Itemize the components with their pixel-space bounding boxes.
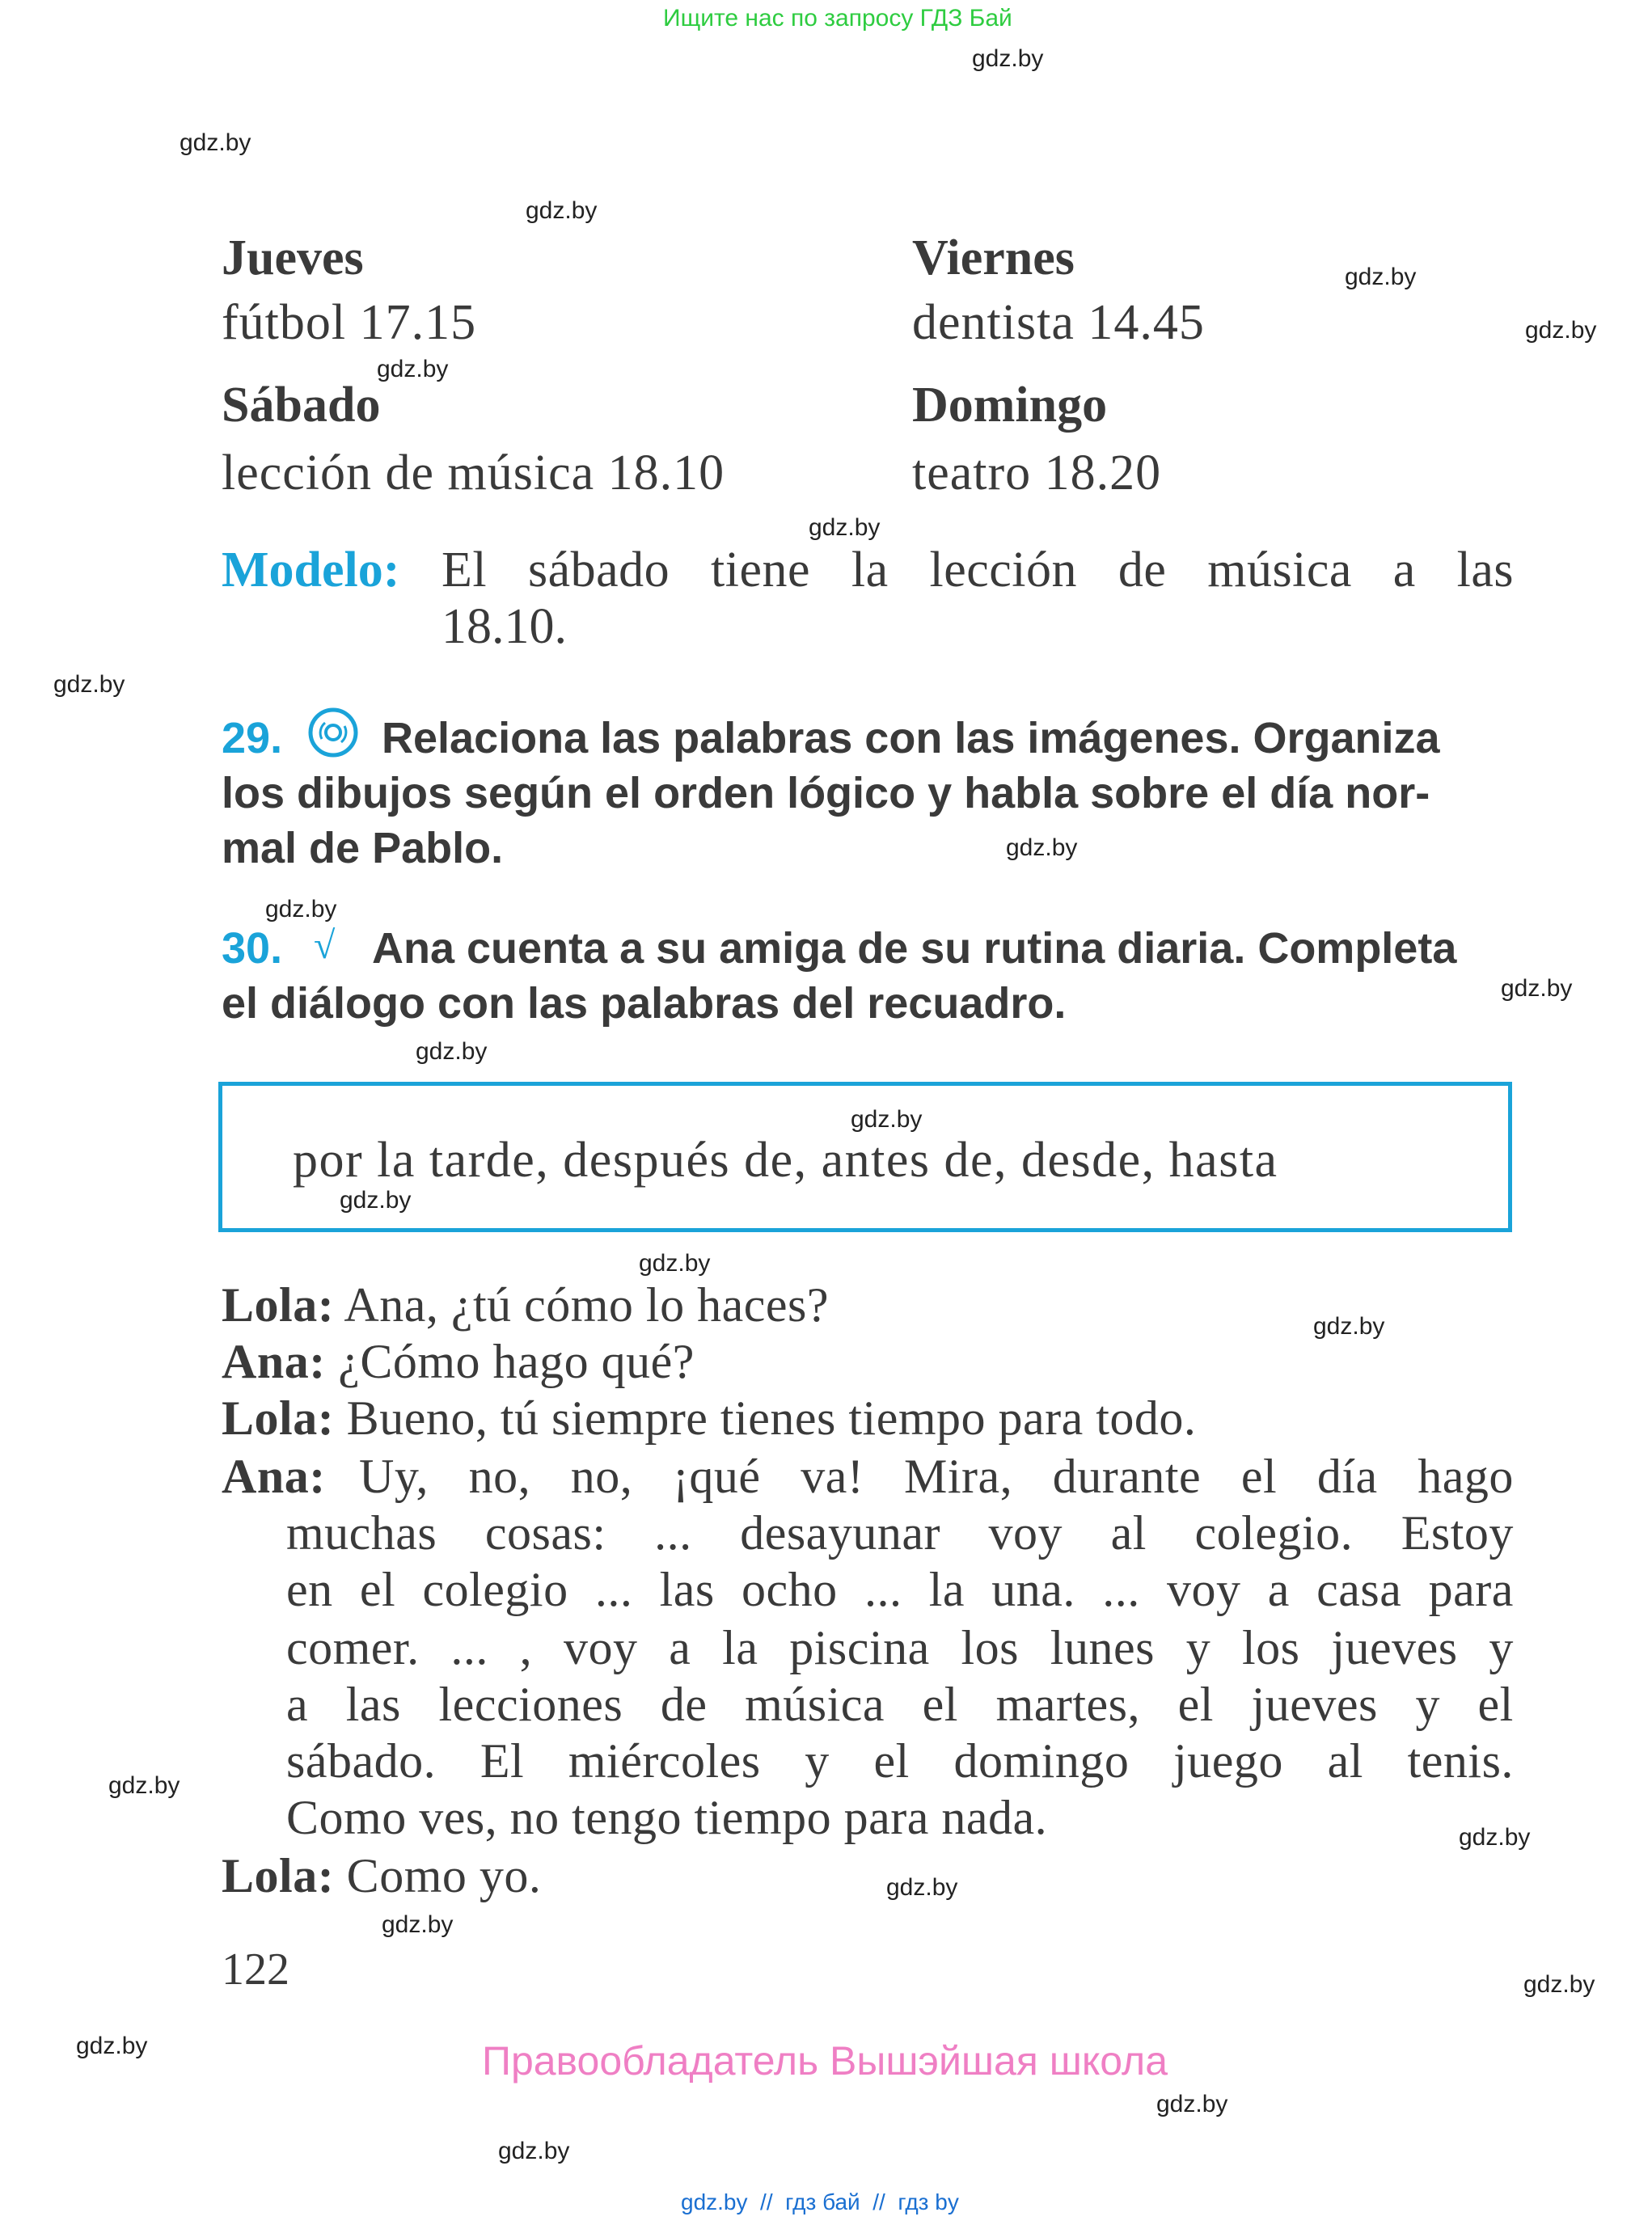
cd-disc-icon (307, 707, 359, 762)
task-text: Relaciona las palabras con las imágenes. Organiza (382, 714, 1440, 762)
task-text: el diálogo con las palabras del recuadro. (222, 979, 1067, 1028)
word: durante (1052, 1450, 1202, 1503)
word: muchas (286, 1506, 437, 1560)
watermark: gdz.by (1459, 1824, 1531, 1851)
word: lección (929, 543, 1077, 597)
schedule-event: teatro 18.20 (912, 445, 1162, 500)
word: voy (1166, 1563, 1241, 1616)
word: piscina (789, 1621, 930, 1674)
word: no, (570, 1450, 633, 1503)
word: una. (991, 1563, 1075, 1616)
word: las (659, 1563, 715, 1616)
watermark: gdz.by (1523, 1971, 1595, 1998)
dialogue-line: Como ves, no tengo tiempo para nada. (286, 1791, 1048, 1844)
word: de (660, 1678, 708, 1731)
word: y (1489, 1621, 1514, 1674)
word: de (1118, 543, 1167, 597)
speaker: Ana: (222, 1450, 326, 1503)
watermark: gdz.by (1345, 264, 1417, 290)
word: no, (468, 1450, 531, 1503)
word: y (1185, 1621, 1211, 1674)
word: jueves (1251, 1678, 1378, 1731)
word: ... (864, 1563, 902, 1616)
watermark: gdz.by (1006, 834, 1078, 861)
word: tiene (711, 543, 810, 597)
dialogue-line (222, 1391, 1196, 1446)
utterance: Bueno, tú siempre tienes tiempo para todo. (334, 1391, 1197, 1445)
utterance: Como yo. (334, 1849, 542, 1902)
watermark: gdz.by (382, 1911, 454, 1938)
watermark: gdz.by (340, 1187, 412, 1214)
word: Mira, (903, 1450, 1013, 1503)
word: lunes (1050, 1621, 1155, 1674)
dialogue-line (286, 1562, 1514, 1618)
watermark: gdz.by (416, 1038, 488, 1065)
word: las (345, 1678, 401, 1731)
watermark: gdz.by (851, 1106, 923, 1133)
dialogue-line (222, 1277, 829, 1333)
task-text: los dibujos según el orden lógico y habla sobre el día nor- (222, 769, 1430, 817)
word: a (1267, 1563, 1290, 1616)
checkmark-icon: √ (314, 924, 336, 967)
word: en (286, 1563, 333, 1616)
dialogue-line (222, 1848, 541, 1904)
word: desayunar (740, 1506, 940, 1560)
word: las (1456, 543, 1514, 597)
copyright-notice: Правообладатель Вышэйшая школа (482, 2038, 1168, 2084)
word: ... (594, 1563, 633, 1616)
watermark: gdz.by (498, 2138, 570, 2164)
word: ¡qué (672, 1450, 761, 1503)
watermark: gdz.by (526, 197, 598, 224)
dialogue-line (359, 1449, 1514, 1505)
word: , (519, 1621, 533, 1674)
schedule-day: Sábado (222, 378, 381, 433)
word: los (961, 1621, 1020, 1674)
speaker: Ana: (222, 1335, 326, 1388)
word: ... (450, 1621, 488, 1674)
watermark: gdz.by (1501, 975, 1573, 1002)
schedule-event: lección de música 18.10 (222, 445, 725, 500)
word: juego (1173, 1734, 1283, 1788)
word: ... (654, 1506, 692, 1560)
word: cosas: (484, 1506, 606, 1560)
schedule-day: Viernes (912, 230, 1075, 285)
top-banner: Ищите нас по запросу ГДЗ Бай (663, 5, 1012, 32)
word: colegio (422, 1563, 568, 1616)
watermark: gdz.by (809, 514, 881, 541)
word: casa (1316, 1563, 1402, 1616)
word: para (1428, 1563, 1514, 1616)
word: el (873, 1734, 910, 1788)
watermark: gdz.by (639, 1250, 711, 1277)
dialogue-line (286, 1677, 1514, 1733)
modelo-label: Modelo: (222, 543, 400, 597)
word: hago (1418, 1450, 1514, 1503)
word: sábado. (286, 1734, 437, 1788)
word: El (442, 543, 488, 597)
word: miércoles (568, 1734, 761, 1788)
watermark: gdz.by (53, 671, 125, 698)
schedule-event: dentista 14.45 (912, 295, 1205, 350)
word: comer. (286, 1621, 420, 1674)
word: los (1242, 1621, 1300, 1674)
watermark: gdz.by (886, 1874, 958, 1901)
utterance: Ana, ¿tú cómo lo haces? (334, 1278, 829, 1332)
word: El (480, 1734, 525, 1788)
watermark: gdz.by (1313, 1313, 1385, 1340)
schedule-day: Domingo (912, 378, 1108, 433)
word: al (1110, 1506, 1147, 1560)
task-text: mal de Pablo. (222, 824, 504, 872)
word: el (1177, 1678, 1214, 1731)
word: voy (988, 1506, 1063, 1560)
word: a (669, 1621, 691, 1674)
word: el (1240, 1450, 1278, 1503)
word: lecciones (438, 1678, 623, 1731)
dialogue-line (222, 1334, 695, 1390)
word: a (286, 1678, 309, 1731)
schedule-day: Jueves (222, 230, 364, 285)
word-box-text: por la tarde, después de, antes de, desde, hasta (293, 1133, 1278, 1188)
bottom-links[interactable]: gdz.by // гдз бай // гдз by (681, 2189, 959, 2214)
word: Uy, (359, 1450, 429, 1503)
word: música (745, 1678, 885, 1731)
page-number: 122 (222, 1944, 289, 1995)
watermark: gdz.by (265, 896, 337, 923)
speaker: Lola: (222, 1849, 335, 1902)
word: ... (1102, 1563, 1140, 1616)
word: ocho (741, 1563, 838, 1616)
word: el (1477, 1678, 1514, 1731)
word: y (805, 1734, 830, 1788)
word: martes, (995, 1678, 1141, 1731)
word: la (928, 1563, 965, 1616)
word: Estoy (1401, 1506, 1514, 1560)
watermark: gdz.by (377, 356, 449, 382)
speaker: Lola: (222, 1391, 335, 1445)
word: día (1316, 1450, 1378, 1503)
watermark: gdz.by (76, 2033, 148, 2059)
word: a (1392, 543, 1416, 597)
word: jueves (1331, 1621, 1458, 1674)
modelo-line (442, 542, 1514, 599)
word: sábado (527, 543, 670, 597)
dialogue-line (286, 1620, 1514, 1676)
word: domingo (953, 1734, 1130, 1788)
utterance: ¿Cómo hago qué? (325, 1335, 695, 1388)
word: música (1207, 543, 1352, 597)
word: el (922, 1678, 958, 1731)
dialogue-line (286, 1505, 1514, 1561)
word: voy (563, 1621, 638, 1674)
task-number: 29. (222, 714, 283, 762)
task-number: 30. (222, 924, 283, 973)
modelo-line: 18.10. (442, 599, 567, 654)
schedule-event: fútbol 17.15 (222, 295, 477, 350)
word: el (359, 1563, 396, 1616)
word: y (1415, 1678, 1440, 1731)
watermark: gdz.by (972, 45, 1044, 72)
watermark: gdz.by (1156, 2091, 1228, 2117)
word: colegio. (1194, 1506, 1354, 1560)
task-text: Ana cuenta a su amiga de su rutina diaria. Completa (372, 924, 1457, 973)
watermark: gdz.by (1525, 317, 1597, 344)
word: al (1327, 1734, 1363, 1788)
dialogue-line (286, 1733, 1514, 1789)
watermark: gdz.by (180, 129, 251, 156)
word: la (851, 543, 889, 597)
word: tenis. (1407, 1734, 1514, 1788)
word: la (722, 1621, 758, 1674)
word: va! (801, 1450, 864, 1503)
speaker: Lola: (222, 1278, 335, 1332)
watermark: gdz.by (108, 1772, 180, 1799)
